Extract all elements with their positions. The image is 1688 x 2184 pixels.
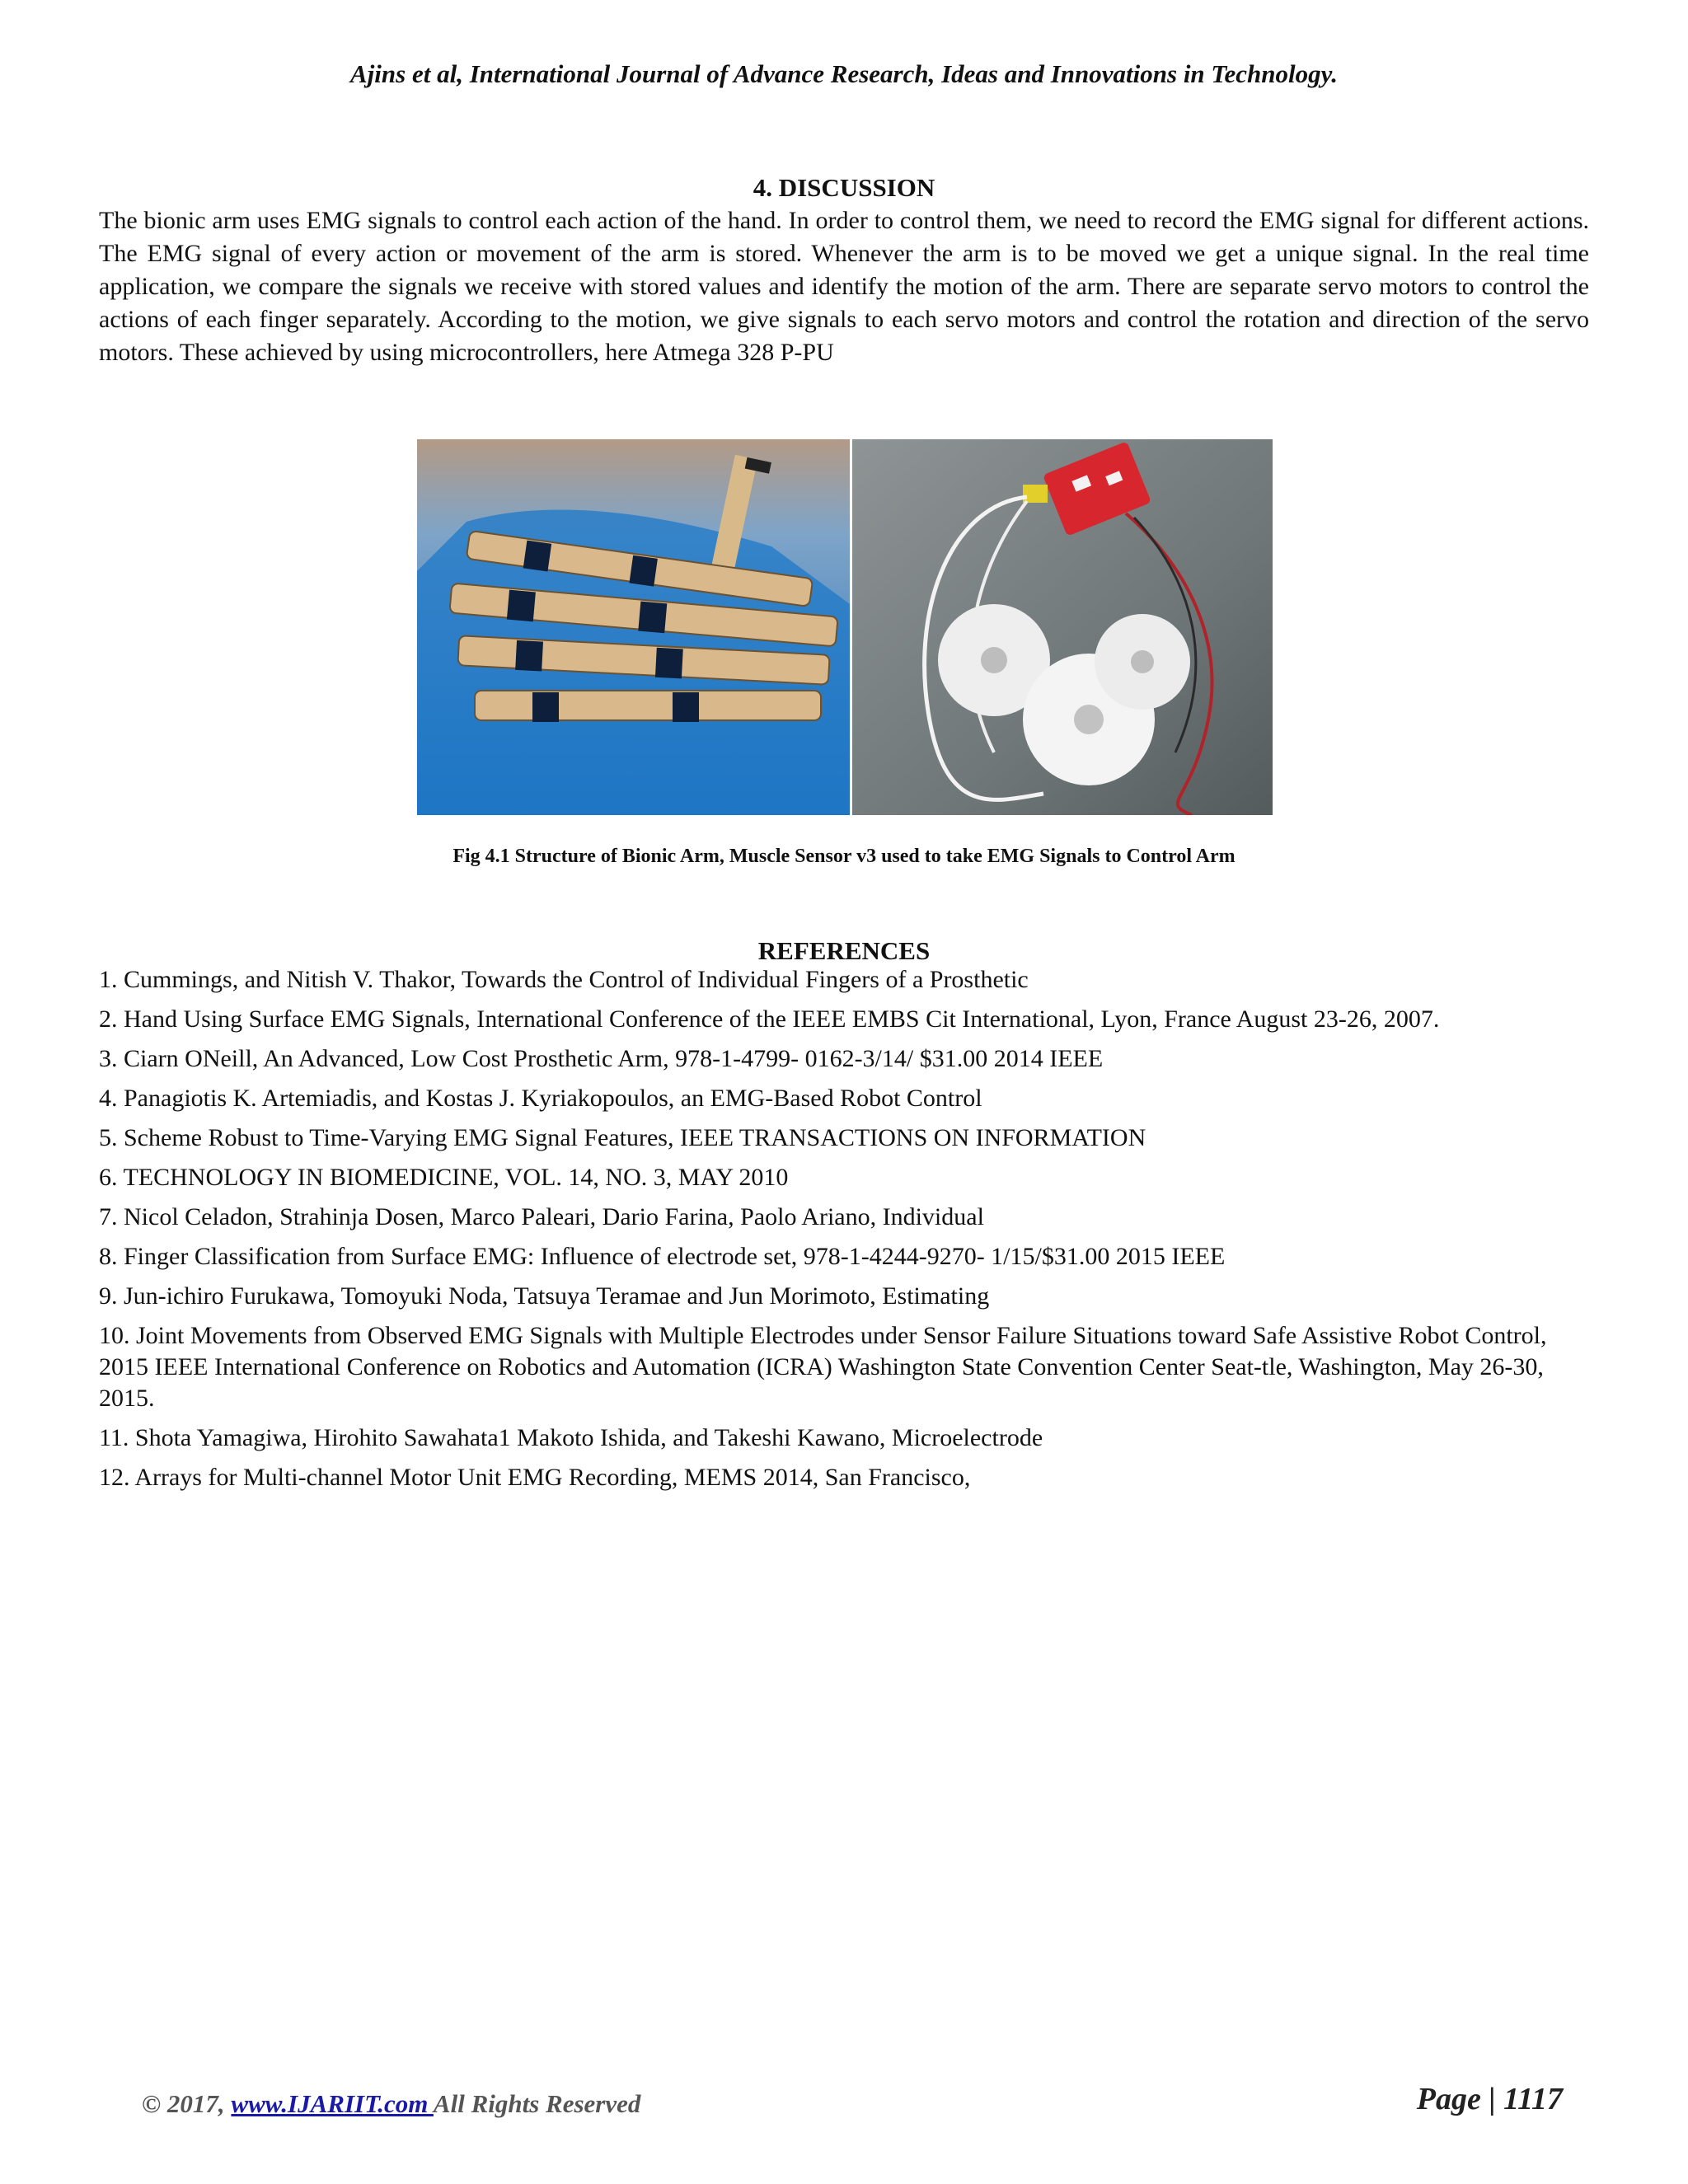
- running-header: Ajins et al, International Journal of Advance Research, Ideas and Innovations in Technology.: [350, 59, 1338, 88]
- copyright-prefix: © 2017,: [142, 2089, 232, 2118]
- figure-photos: [417, 439, 1273, 815]
- reference-item: 2. Hand Using Surface EMG Signals, International Conference of the IEEE EMBS Cit International, Lyon, France August 23-26, 2007.: [99, 1005, 1440, 1033]
- reference-item: 9. Jun-ichiro Furukawa, Tomoyuki Noda, Tatsuya Teramae and Jun Morimoto, Estimating: [99, 1282, 990, 1310]
- section-heading-discussion: 4. DISCUSSION: [753, 173, 935, 202]
- reference-item: 10. Joint Movements from Observed EMG Signals with Multiple Electrodes under Sensor Failure Situations toward Safe Assistive Robot Control, 2015 IEEE International Conference on Robotics and Automation (ICRA) Washington State Convention Center Seat-tle, Washington, May 26-30, 2015.: [99, 1322, 1547, 1412]
- reference-item: 6. TECHNOLOGY IN BIOMEDICINE, VOL. 14, NO. 3, MAY 2010: [99, 1164, 789, 1191]
- figure-caption: Fig 4.1 Structure of Bionic Arm, Muscle Sensor v3 used to take EMG Signals to Control Arm: [452, 846, 1236, 867]
- reference-item: 8. Finger Classification from Surface EMG: Influence of electrode set, 978-1-4244-9270- 1/15/$31.00 2015 IEEE: [99, 1243, 1226, 1270]
- discussion-paragraph: The bionic arm uses EMG signals to control each action of the hand. In order to control them, we need to record the EMG signal for different actions. The EMG signal of every action or movement of the arm is stored. Whenever the arm is to be moved we get a unique signal. In the real time application, we compare the signals we receive with stored values and identify the motion of the arm. There are separate servo motors to control the actions of each finger separately. According to the motion, we give signals to each servo motors and control the rotation and direction of the servo motors. These achieved by using microcontrollers, here Atmega 328 P-PU: [99, 207, 1589, 366]
- page-number: Page | 1117: [1416, 2082, 1563, 2116]
- bionic-arm-photo: [417, 439, 850, 815]
- copyright-suffix: All Rights Reserved: [433, 2089, 641, 2118]
- muscle-sensor-photo: [852, 439, 1273, 815]
- reference-item: 11. Shota Yamagiwa, Hirohito Sawahata1 Makoto Ishida, and Takeshi Kawano, Microelectrode: [99, 1424, 1043, 1451]
- reference-item: 5. Scheme Robust to Time-Varying EMG Signal Features, IEEE TRANSACTIONS ON INFORMATION: [99, 1124, 1146, 1151]
- reference-item: 7. Nicol Celadon, Strahinja Dosen, Marco Paleari, Dario Farina, Paolo Ariano, Individual: [99, 1203, 984, 1230]
- reference-list: [99, 964, 1582, 1502]
- footer-copyright: [142, 2089, 640, 2119]
- reference-item: 3. Ciarn ONeill, An Advanced, Low Cost Prosthetic Arm, 978-1-4799- 0162-3/14/ $31.00 2014 IEEE: [99, 1045, 1104, 1072]
- reference-item: 1. Cummings, and Nitish V. Thakor, Towards the Control of Individual Fingers of a Prosthetic: [99, 966, 1029, 993]
- reference-item: 4. Panagiotis K. Artemiadis, and Kostas J. Kyriakopoulos, an EMG-Based Robot Control: [99, 1085, 982, 1112]
- section-heading-references: REFERENCES: [757, 936, 931, 965]
- reference-item: 12. Arrays for Multi-channel Motor Unit EMG Recording, MEMS 2014, San Francisco,: [99, 1464, 971, 1491]
- journal-website-link[interactable]: www.IJARIIT.com: [231, 2089, 434, 2118]
- figure-bionic-arm-and-sensor: [417, 439, 1273, 815]
